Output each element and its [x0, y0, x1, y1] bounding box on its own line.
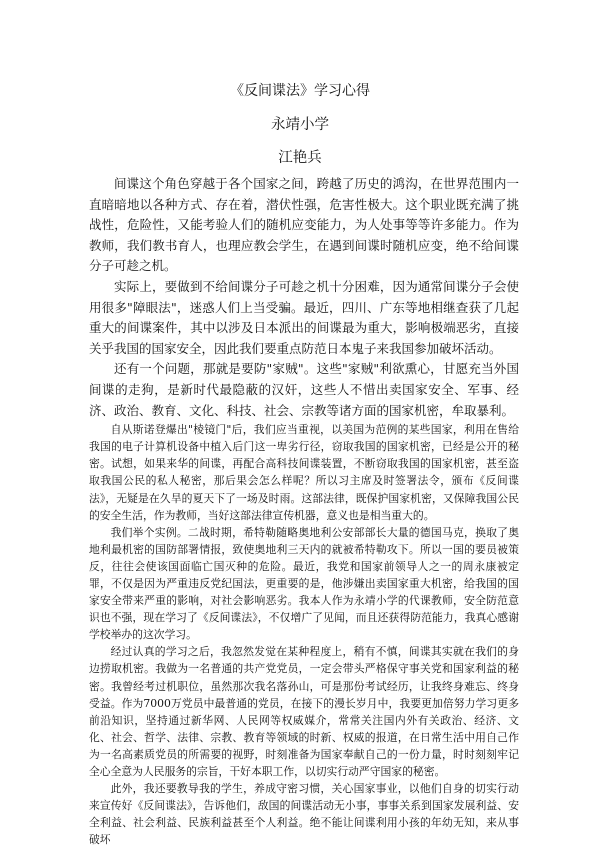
author-name: 江艳兵	[278, 150, 322, 166]
document-body	[89, 174, 519, 848]
paragraph: 间谍这个角色穿越于各个国家之间，跨越了历史的鸿沟，在世界范围内一直暗暗地以各种方式、存在着，潜伏性强，危害性极大。这个职业既充满了挑战性，危险性，又能考验人们的随机应变能力，为人处事等等许多能力。作为教师，我们教书育人，也理应教会学生，在遇到间谍时随机应变，绝不给间谍分子可趁之机。	[89, 176, 519, 274]
school-name: 永靖小学	[271, 117, 329, 133]
paragraph: 经过认真的学习之后，我忽然发觉在某种程度上，稍有不慎，间谍其实就在我们的身边捞取机密。我做为一名普通的共产党党员，一定会带头严格保守事关党和国家利益的秘密。我曾经考过机职位，虽然那次我名落孙山，可是那份考试经历，让我终身难忘、终身受益。作为7000万党员中最普通的党员，在接下的漫长岁月中，我要更加倍努力学习更多前沿知识，坚持通过新华网、人民网等权威媒介，常常关注国内外有关政治、经济、文化、社会、哲学、法律、宗教、教育等领域的时新、权威的报道，在日常生活中用自己作为一名高素质党员的所需要的视野，时刻准备为国家奉献自己的一份力量，时时刻刻牢记全心全意为人民服务的宗旨，干好本职工作，以切实行动严守国家的秘密。	[89, 645, 519, 778]
paragraph: 实际上，要做到不给间谍分子可趁之机十分困难，因为通常间谍分子会使用很多"障眼法"，迷惑人们上当受骗。最近，四川、广东等地相继查获了几起重大的间谍案件，其中以涉及日本派出的间谍最为重大，影响极端恶劣，直接关乎我国的国家安全，因此我们要重点防范日本鬼子来我国参加破坏活动。	[89, 278, 519, 356]
paragraph: 还有一个问题，那就是要防"家贼"。这些"家贼"利欲熏心，甘愿充当外国间谍的走狗，是新时代最隐蔽的汉奸，这些人不惜出卖国家安全、军事、经济、政治、教育、文化、科技、社会、宗教等诸方面的国家机密，牟取暴利。	[89, 361, 519, 418]
document-title: 《反间谍法》学习心得	[230, 83, 370, 99]
paragraph: 此外，我还要教导我的学生，养成守密习惯，关心国家事业，以他们自身的切实行动来宣传好《反间谍法》，告诉他们，敌国的间谍活动无小事，事事关系到国家发展利益、安全利益、社会利益、民族利益甚至个人利益。绝不能让间谍利用小孩的年幼无知，来从事破坏	[89, 782, 519, 847]
paragraph: 我们举个实例。二战时期，希特勒随略奥地利公安部部长大量的德国马克，换取了奥地利最机密的国防部署情报，致使奥地利三天内的就被希特勒攻下。所以一国的要员被策反，往往会使该国面临亡国灭种的危险。最近，我党和国家前领导人之一的周永康被定罪，不仅是因为严重违反党纪国法，更重要的是，他涉嫌出卖国家重大机密，给我国的国家安全带来严重的影响，对社会影响恶劣。我本人作为永靖小学的代课教师，安全防范意识也不强，现在学习了《反间谍法》，不仅增广了见闻，而且还获得防范能力，我真心感谢学校举办的这次学习。	[89, 525, 519, 642]
paragraph: 自从斯诺登爆出"棱镜门"后，我们应当重视，以美国为范例的某些国家，利用在售给我国的电子计算机设备中植入后门这一卑劣行径，窃取我国的国家机密，已经是公开的秘密。试想，如果来华的间谍，再配合高科技间谍装置，不断窃取我国的国家机密，甚至盗取我国公民的私人秘密，那后果会怎么样呢？所以习主席及时签署法令，颁布《反间谍法》，无疑是在久旱的夏天下了一场及时雨。这部法律，既保护国家机密，又保障我国公民的安全生活，作为教师，当好这部法律宣传机器，意义也是相当重大的。	[89, 423, 519, 522]
